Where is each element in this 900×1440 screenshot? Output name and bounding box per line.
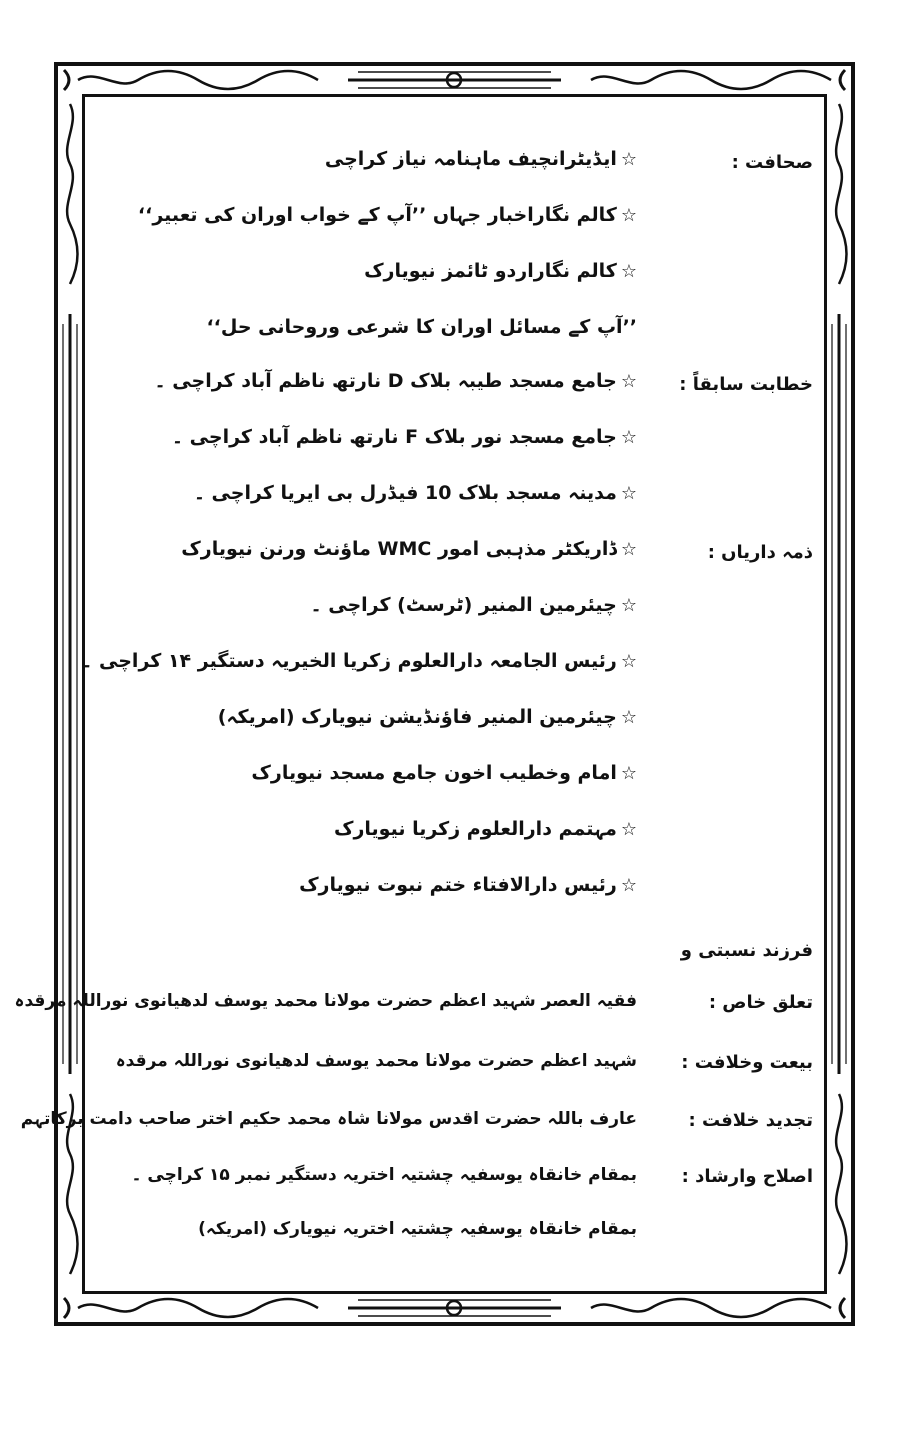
list-item: ☆مدینہ مسجد بلاک 10 فیڈرل بی ایریا کراچی ۔ [193, 482, 637, 504]
star-icon: ☆ [620, 875, 637, 896]
star-icon: ☆ [620, 651, 637, 672]
star-icon: ☆ [620, 371, 637, 392]
section-label-tajdeed: تجدید خلافت : [688, 1110, 813, 1131]
section-label-zimmadariyan: ذمہ داریاں : [707, 542, 813, 563]
star-icon: ☆ [620, 819, 637, 840]
section-label-islah: اصلاح وارشاد : [681, 1166, 813, 1187]
section-label-sahafat: صحافت : [731, 152, 813, 173]
star-icon: ☆ [620, 763, 637, 784]
section-label-baiat: بیعت وخلافت : [681, 1052, 813, 1073]
star-icon: ☆ [620, 261, 637, 282]
list-item: ☆جامع مسجد نور بلاک F نارتھ ناظم آباد کراچی ۔ [171, 426, 637, 448]
star-icon: ☆ [620, 427, 637, 448]
ornament-right-band [827, 94, 851, 1294]
list-item: ☆مہتمم دارالعلوم زکریا نیویارک [334, 818, 637, 840]
list-item: ☆چیئرمین المنیر (ٹرسٹ) کراچی ۔ [310, 594, 637, 616]
list-item: ☆ڈاریکٹر مذہبی امور WMC ماؤنٹ ورنن نیویارک [181, 538, 637, 560]
list-item: ☆ایڈیٹرانچیف ماہنامہ نیاز کراچی [324, 148, 637, 170]
star-icon: ☆ [620, 149, 637, 170]
section-label-farzand: فرزند نسبتی و [680, 940, 813, 961]
detail-text-taalluq: فقیہ العصر شہید اعظم حضرت مولانا محمد یوسف لدھیانوی نوراللہ مرقدہ [14, 991, 637, 1011]
star-icon: ☆ [620, 539, 637, 560]
detail-text-islah-2: بمقام خانقاہ یوسفیہ چشتیہ اختریہ نیویارک (امریکہ) [198, 1219, 637, 1239]
list-item: ☆چیئرمین المنیر فاؤنڈیشن نیویارک (امریکہ) [217, 706, 637, 728]
document-body [14, 94, 827, 1294]
ornament-top-band [58, 66, 851, 94]
list-item: ☆کالم نگاراردو ٹائمز نیویارک [364, 260, 637, 282]
star-icon: ☆ [620, 707, 637, 728]
detail-text-baiat: شہید اعظم حضرت مولانا محمد یوسف لدھیانوی نوراللہ مرقدہ [115, 1051, 637, 1071]
star-icon: ☆ [620, 483, 637, 504]
list-item-continuation: ’’آپ کے مسائل اوران کا شرعی وروحانی حل‘‘ [206, 316, 637, 338]
ornament-bottom-band [58, 1294, 851, 1322]
detail-text-islah-1: بمقام خانقاہ یوسفیہ چشتیہ اختریہ دستگیر نمبر ۱۵ کراچی ۔ [131, 1165, 637, 1185]
star-icon: ☆ [620, 205, 637, 226]
list-item: ☆رئیس الجامعہ دارالعلوم زکریا الخیریہ دستگیر ۱۴ کراچی ۔ [81, 650, 637, 672]
list-item: ☆رئیس دارالافتاء ختم نبوت نیویارک [299, 874, 637, 896]
list-item: ☆کالم نگاراخبار جہاں ’’آپ کے خواب اوران کی تعبیر‘‘ [137, 204, 637, 226]
list-item: ☆امام وخطیب اخون جامع مسجد نیویارک [251, 762, 637, 784]
detail-text-tajdeed: عارف باللہ حضرت اقدس مولانا شاہ محمد حکیم اختر صاحب دامت برکاتہم [20, 1109, 637, 1129]
star-icon: ☆ [620, 595, 637, 616]
list-item: ☆جامع مسجد طیبہ بلاک D نارتھ ناظم آباد کراچی ۔ [154, 370, 637, 392]
section-label-khitabat: خطابت سابقاً : [679, 374, 813, 395]
section-label-taalluq: تعلق خاص : [708, 992, 813, 1013]
